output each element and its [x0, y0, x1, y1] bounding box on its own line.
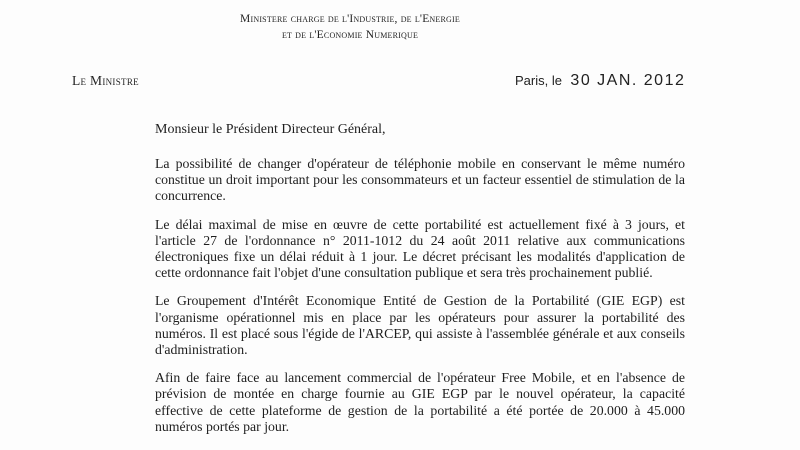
ministry-line-2: et de l'Economie Numerique	[281, 29, 419, 41]
paragraph: Afin de faire face au lancement commercial de l'opérateur Free Mobile, et en l'absence de prévision de montée en charge fournie au GIE EGP par le nouvel opérateur, la capacité effective de cette plateforme de gestion de la portabilité a été portée de 20.000 à 45.000 numéros portés par jour.	[155, 370, 685, 434]
paragraph: Le Groupement d'Intérêt Economique Entité de Gestion de la Portabilité (GIE EGP) est l'organisme opérationnel mis en place par les opérateurs pour assurer la portabilité des numéros. Il est placé sous l'égide de l'ARCEP, qui assiste à l'assemblée générale et aux conseils d'administration.	[155, 293, 685, 358]
paragraph: Le délai maximal de mise en œuvre de cette portabilité est actuellement fixé à 3 jours, et l'article 27 de l'ordonnance n° 2011-1012 du 24 août 2011 relative aux communications électroniques fixe un délai réduit à 1 jour. Le décret précisant les modalités d'application de cette ordonnance fait l'objet d'une consultation publique et sera très prochainement publié.	[155, 216, 685, 281]
dateline	[515, 72, 685, 90]
salutation: Monsieur le Président Directeur Général,	[155, 122, 386, 137]
paragraph: La possibilité de changer d'opérateur de téléphonie mobile en conservant le même numéro constitue un droit important pour les consommateurs et un facteur essentiel de stimulation de la concurrence.	[155, 156, 685, 204]
letter-body	[155, 156, 685, 447]
sender-title: Le Ministre	[72, 73, 139, 88]
ministry-line-1: Ministere charge de l'Industrie, de l'Energie	[240, 13, 460, 25]
date-stamp: 30 JAN. 2012	[570, 72, 686, 89]
ministry-letterhead	[200, 11, 500, 43]
date-place: Paris, le	[515, 73, 562, 88]
